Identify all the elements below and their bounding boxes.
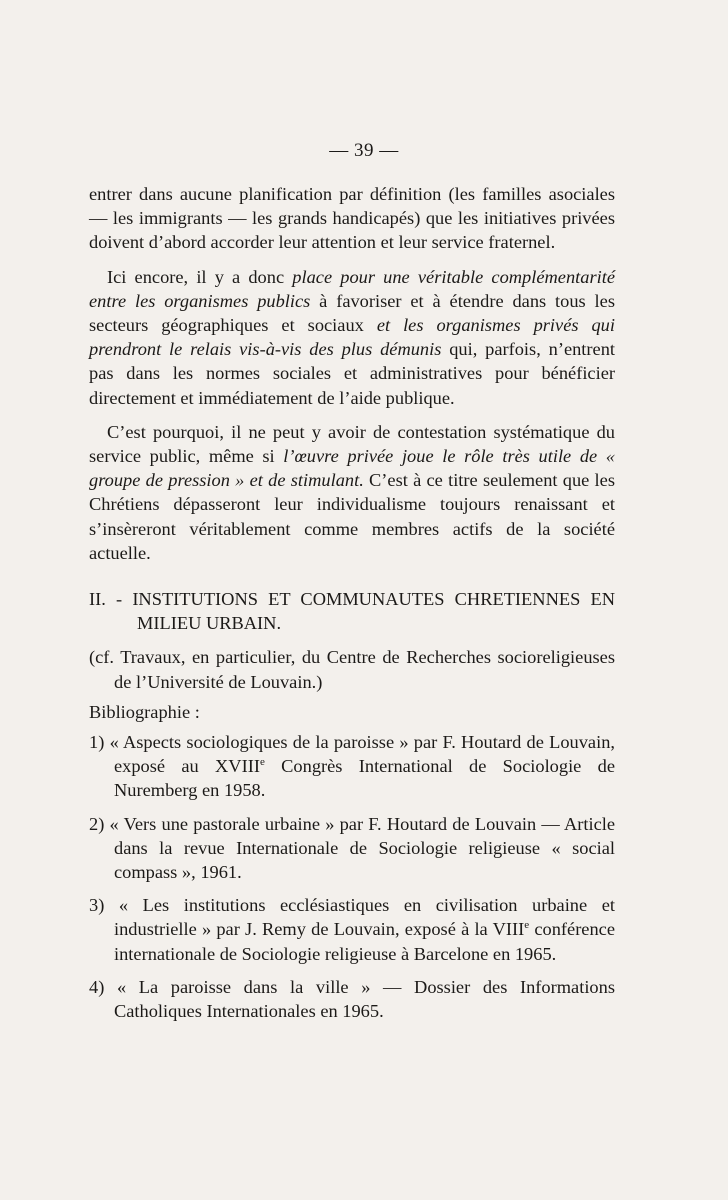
paragraph-3 <box>89 420 615 565</box>
item-text-b: Congrès International de Sociologie de Nuremberg en 1958. <box>114 756 615 801</box>
section-title: INSTITUTIONS ET COMMUNAUTES CHRETIENNES EN MILIEU URBAIN. <box>132 589 615 634</box>
paragraph-2-text-a: Ici encore, il y a donc <box>107 266 293 287</box>
bibliography-item-1 <box>89 730 615 803</box>
page-number: — 39 — <box>329 140 399 161</box>
page-body <box>89 182 615 1032</box>
paragraph-3-text-b: C’est à ce titre seulement que les Chrétiens dépasseront leur individualisme toujours renaissant et s’insèreront véritablement comme membres actifs de la société actuelle. <box>89 470 615 563</box>
item-text-a: « Les institutions ecclésiastiques en civilisation urbaine et industrielle » par J. Remy de Louvain, exposé à la VIII <box>114 895 615 940</box>
bibliography-item-4 <box>89 975 615 1023</box>
paragraph-1: entrer dans aucune planification par définition (les familles asociales — les immigrants — les grands handicapés) que les initiatives privées doivent d’abord accorder leur attention et leur service fraternel. <box>89 184 615 253</box>
bibliography-label: Bibliographie : <box>89 701 200 722</box>
section-number: II. - <box>89 589 123 610</box>
item-text-b: conférence internationale de Sociologie religieuse à Barcelone en 1965. <box>114 919 615 964</box>
paragraph-3-emphasis: l’œuvre privée joue le rôle très utile de « groupe de pression » et de stimulant. <box>89 446 615 491</box>
paragraph-2-emphasis-a: place pour une véritable complémentarité entre les organismes publics <box>89 266 615 311</box>
item-superscript: e <box>259 756 265 769</box>
item-number: 2) <box>89 813 105 834</box>
paragraph-3-text-a: C’est pourquoi, il ne peut y avoir de contestation systématique du service public, même si <box>89 421 615 467</box>
paragraph-2-text-b: à favoriser et à étendre dans tous les secteurs géographiques et sociaux <box>89 290 615 336</box>
item-superscript: e <box>524 919 530 932</box>
item-number: 1) <box>89 732 105 753</box>
bibliography-item-2 <box>89 812 615 885</box>
cf-note: (cf. Travaux, en particulier, du Centre de Recherches socioreligieuses de l’Université de Louvain.) <box>89 647 615 692</box>
section-heading <box>89 587 615 635</box>
paragraph-2-emphasis-b: et les organismes privés qui prendront le relais vis-à-vis des plus démunis <box>89 315 615 360</box>
paragraph-2 <box>89 265 615 410</box>
paragraph-2-text-c: qui, parfois, n’entrent pas dans les normes sociales et administratives pour bénéficier directement et immédiatement de l’aide publique. <box>89 339 615 408</box>
item-text: « Vers une pastorale urbaine » par F. Houtard de Louvain — Article dans la revue Internationale de Sociologie religieuse « social compass », 1961. <box>109 813 616 883</box>
item-text-a: « Aspects sociologiques de la paroisse » par F. Houtard de Louvain, exposé au XVIII <box>109 732 615 777</box>
bibliography-item-3 <box>89 893 615 966</box>
item-text: « La paroisse dans la ville » — Dossier des Informations Catholiques Internationales en 1965. <box>114 976 615 1022</box>
item-number: 3) <box>89 895 105 916</box>
item-number: 4) <box>89 976 105 997</box>
